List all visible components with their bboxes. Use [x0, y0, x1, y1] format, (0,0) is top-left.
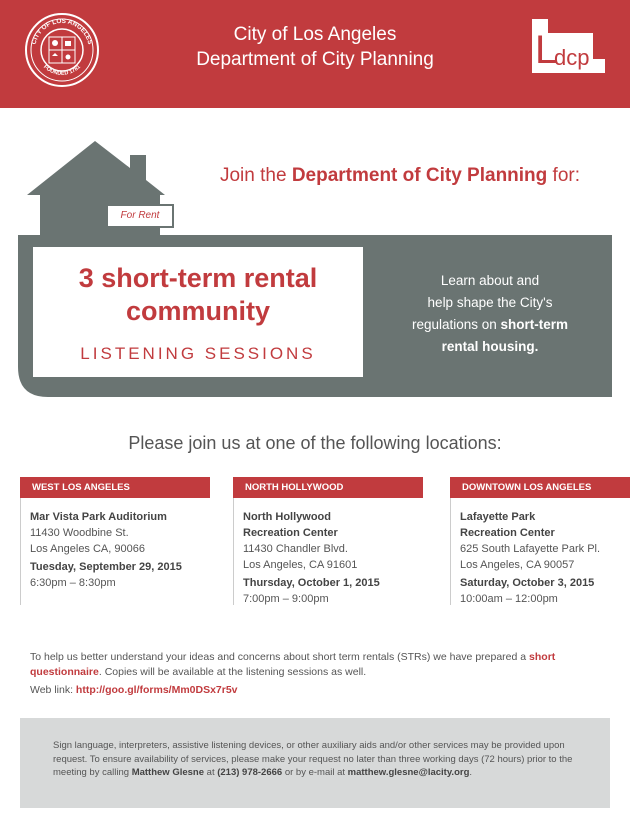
learn-line3: [385, 314, 595, 336]
header-title: [150, 22, 480, 72]
location-north-hollywood: [233, 477, 423, 605]
learn-text: [385, 270, 595, 358]
location-address1: 11430 Chandler Blvd.: [243, 543, 348, 555]
column-divider: [450, 498, 451, 605]
location-venue-line2: Recreation Center: [243, 527, 338, 539]
join-department: Department of City Planning: [291, 165, 548, 186]
notice-text: [53, 739, 573, 780]
questionnaire-paragraph: [30, 650, 600, 680]
location-details: [450, 498, 630, 607]
location-west-la: [20, 477, 210, 605]
location-address1: 625 South Lafayette Park Pl.: [460, 543, 601, 555]
location-address2: Los Angeles CA, 90066: [30, 543, 145, 555]
main-title-line1: 3 short-term rental: [78, 263, 318, 293]
join-heading: [180, 165, 620, 187]
contact-name: Matthew Glesne: [131, 767, 205, 778]
header-city: City of Los Angeles: [233, 24, 397, 45]
locations-heading: Please join us at one of the following locations:: [128, 433, 502, 453]
contact-phone: (213) 978-2666: [217, 767, 283, 778]
location-address2: Los Angeles, CA 90057: [460, 559, 575, 571]
web-link-line: [30, 684, 600, 696]
header-department: Department of City Planning: [196, 49, 434, 70]
location-address1: 11430 Woodbine St.: [30, 527, 129, 539]
notice-text1: Sign language, interpreters, assistive listening devices, or other auxiliary aids and/or other services may be provided upon request. To ensure availability of services, please make your request no later than three working days (72 hours) prior to the meeting by calling: [53, 740, 573, 778]
main-title-line2: community: [125, 296, 271, 326]
listening-sessions-subtitle: LISTENING SESSIONS: [80, 344, 316, 363]
help-text2: . Copies will be available at the listening sessions as well.: [98, 666, 367, 678]
questionnaire-emphasis: short questionnaire: [30, 651, 556, 678]
location-area: NORTH HOLLYWOOD: [233, 477, 423, 498]
location-area: WEST LOS ANGELES: [20, 477, 210, 498]
contact-email[interactable]: matthew.glesne@lacity.org: [347, 767, 470, 778]
learn-line4: [385, 336, 595, 358]
location-venue: North Hollywood: [243, 511, 331, 523]
ladcp-logo: [532, 19, 605, 73]
location-venue-line2: Recreation Center: [460, 527, 555, 539]
seal-text-top: CITY OF LOS ANGELES: [30, 17, 94, 46]
notice-text2: at: [204, 767, 218, 778]
location-date: Thursday, October 1, 2015: [243, 577, 380, 589]
learn-line2: help shape the City's: [427, 295, 553, 310]
web-link-url[interactable]: http://goo.gl/forms/Mm0DSx7r5v: [75, 684, 238, 696]
join-suffix: for:: [547, 165, 581, 186]
column-divider: [233, 498, 234, 605]
location-date: Saturday, October 3, 2015: [460, 577, 595, 589]
notice-text4: .: [469, 767, 473, 778]
logo-letters-dcp: dcp: [554, 45, 590, 70]
location-downtown-la: [450, 477, 630, 605]
location-details: [20, 498, 210, 591]
city-seal-icon: [24, 12, 100, 88]
location-address2: Los Angeles, CA 91601: [243, 559, 358, 571]
accessibility-notice: [20, 718, 610, 808]
join-prefix: Join the: [219, 165, 292, 186]
main-title: [33, 262, 363, 328]
location-venue: Lafayette Park: [460, 511, 536, 523]
notice-text3: or by e-mail at: [282, 767, 348, 778]
seal-text-bottom: FOUNDED 1781: [42, 64, 82, 77]
help-text1: To help us better understand your ideas and concerns about short term rentals (STRs) we have prepared a: [30, 651, 530, 663]
learn-line3-bold: short-term: [500, 317, 569, 332]
location-area: DOWNTOWN LOS ANGELES: [450, 477, 630, 498]
learn-line3-prefix: regulations on: [411, 317, 501, 332]
header-banner: [0, 0, 630, 108]
location-venue: Mar Vista Park Auditorium: [30, 511, 167, 523]
learn-line1: Learn about and: [440, 273, 540, 288]
learn-line4-bold: rental housing.: [441, 339, 539, 354]
location-time: 7:00pm – 9:00pm: [243, 593, 329, 605]
for-rent-sign: For Rent: [120, 210, 160, 221]
location-time: 10:00am – 12:00pm: [460, 593, 558, 605]
column-divider: [20, 498, 21, 605]
location-date: Tuesday, September 29, 2015: [30, 561, 182, 573]
location-time: 6:30pm – 8:30pm: [30, 577, 116, 589]
location-details: [233, 498, 423, 607]
web-link-label: Web link:: [30, 684, 76, 696]
logo-letter-l: L: [535, 28, 558, 72]
